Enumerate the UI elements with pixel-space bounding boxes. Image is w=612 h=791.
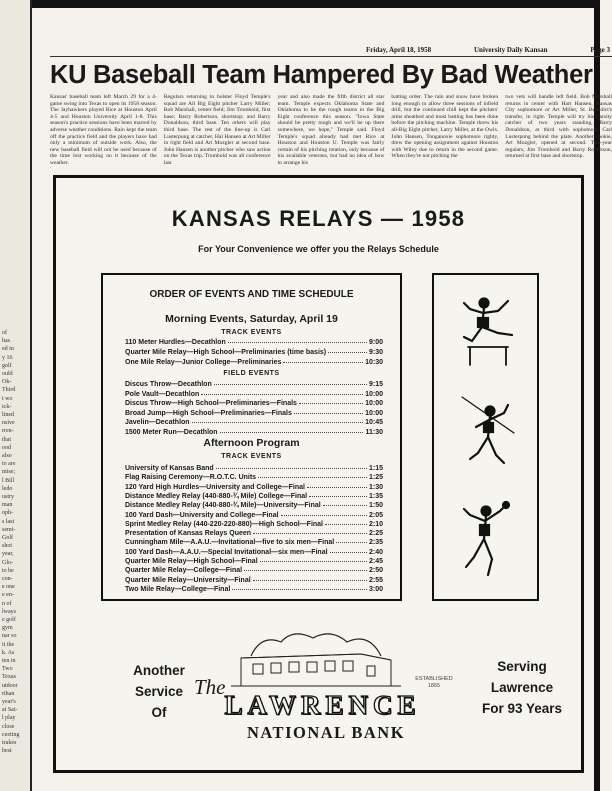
schedule-event-row bbox=[125, 549, 383, 556]
event-name: 120 Yard High Hurdles—University and College—Final bbox=[125, 483, 305, 491]
adjacent-text-fragment: ick- bbox=[2, 403, 12, 410]
adjacent-text-fragment: at Sat- bbox=[2, 707, 18, 714]
adjacent-text-fragment: to are bbox=[2, 461, 16, 468]
dot-leader bbox=[294, 413, 363, 414]
event-name: One Mile Relay—Junior College—Preliminaries bbox=[125, 359, 282, 366]
event-time: 2:50 bbox=[368, 567, 383, 575]
adjacent-text-fragment: lways bbox=[2, 608, 16, 615]
adjacent-text-fragment: golf bbox=[2, 362, 12, 369]
event-time: 2:25 bbox=[368, 530, 383, 538]
event-name: Distance Medley Relay (440-880-¾ Mile) College—Final bbox=[125, 492, 308, 500]
article-column: Kansas' baseball team left March 29 for a 4-game swing into Texas to open its 1958 season. The Jayhawkers played Rice at Houston April 4-5 and Houston University April 1-8. This season's practice sessions have been marred by adverse weather conditions. Rain kept the team off the practice field and the players have had only a minimum of outside work. Also, the new baseball field will not be used because of the time lost working on it because of the weather. bbox=[50, 94, 157, 166]
event-time: 11:30 bbox=[365, 428, 383, 436]
schedule-event-row bbox=[125, 539, 383, 546]
event-time: 1:25 bbox=[368, 474, 383, 482]
schedule-event-row bbox=[125, 400, 383, 407]
dot-leader bbox=[201, 394, 363, 395]
adjacent-text-fragment: e one bbox=[2, 584, 15, 591]
adjacent-text-fragment: l Bill bbox=[2, 477, 15, 484]
event-name: 110 Meter Hurdles—Decathlon bbox=[125, 339, 226, 346]
article-body bbox=[50, 94, 612, 182]
adjacent-text-fragment: t wo bbox=[2, 395, 13, 402]
adjacent-text-fragment: ledo bbox=[2, 485, 13, 492]
dot-leader bbox=[336, 542, 367, 543]
article-column: year and also made the fifth district all star team. Temple expects Oklahoma State and Oklahoma to be the rough teams in the Big Eight conference this season. "Iowa State should be pretty tough and we'll be up there somewhere, we hope," Temple said. Floyd Temple's squad already had met Rice at Houston and Houston U. Temple was fairly certain of his pitching rotation, only because of his available veterans, but had no idea of how to arrange his bbox=[277, 94, 385, 166]
article-column: Regulars returning to bolster Floyd Temple's squad are All Big Eight pitcher Larry Miller; Bob Marshall, center field; Jim Trombold, first base; Barry Robertson, shortstop; and Barry Donaldson, third base. Ten others will play third base. The rest of the line-up is Carl Lusterpung at catcher, Hal Hansen at Art Miller in right field and Art Mozgler at second base. John Hansen is another pitcher who saw action on the Texas trip. Trombold was all conference last bbox=[163, 94, 271, 166]
adjacent-text-fragment: semi- bbox=[2, 526, 16, 533]
adjacent-text-fragment: k. As bbox=[2, 649, 15, 656]
event-name: Flag Raising Ceremony—R.O.T.C. Units bbox=[125, 474, 257, 482]
schedule-event-row bbox=[125, 465, 383, 472]
event-time: 2:40 bbox=[368, 548, 383, 556]
dot-leader bbox=[307, 487, 367, 488]
event-name: University of Kansas Band bbox=[125, 465, 214, 472]
adjacent-text-fragment: e en- bbox=[2, 592, 14, 599]
event-time: 2:05 bbox=[368, 511, 383, 519]
ad-subtitle: For Your Convenience we offer you the Relays Schedule bbox=[198, 244, 439, 254]
hurdler-illustration bbox=[434, 289, 537, 371]
event-time: 10:00 bbox=[365, 390, 383, 398]
relays-advertisement bbox=[53, 175, 584, 773]
adjacent-text-fragment: s last bbox=[2, 518, 15, 525]
dot-leader bbox=[283, 362, 363, 363]
adjacent-text-fragment: nar so bbox=[2, 633, 17, 640]
event-name: Presentation of Kansas Relays Queen bbox=[125, 530, 252, 538]
schedule-event-row bbox=[125, 493, 383, 500]
dot-leader bbox=[232, 589, 367, 590]
schedule-event-row bbox=[125, 429, 383, 436]
publication-name: University Daily Kansan bbox=[474, 46, 548, 54]
adjacent-text-fragment: n of bbox=[2, 600, 12, 607]
adjacent-text-fragment: shot bbox=[2, 543, 13, 550]
schedule-event-row bbox=[125, 349, 383, 356]
ad-title: KANSAS RELAYS — 1958 bbox=[171, 206, 466, 231]
dot-leader bbox=[325, 524, 367, 525]
article-column: batting order. The rain and snow have broken long enough to allow three sessions of infield drill, but the continued chill kept the pitchers' arms sheathed and most batting has been done before the pitching machine. Temple threw his all-Big Eight pitcher, Larry Miller, at the Owls. John Hansen, Tonganoxie sophomore righty, drew the opening assignment against Houston with Wiley due to return in the second game. When they're not pitching the bbox=[391, 94, 499, 160]
bank-name: LAWRENCE bbox=[224, 690, 421, 720]
afternoon-heading: Afternoon Program bbox=[203, 437, 300, 449]
scan-border-top bbox=[30, 0, 600, 8]
adjacent-text-fragment: to be bbox=[2, 567, 14, 574]
event-time: 10:00 bbox=[365, 409, 383, 417]
bank-established-seal: ESTABLISHED 1865 bbox=[415, 676, 453, 689]
adjacent-text-fragment: it the bbox=[2, 641, 15, 648]
adjacent-text-fragment: y 16 bbox=[2, 354, 13, 361]
schedule-box bbox=[101, 273, 402, 601]
adjacent-text-fragment: oph- bbox=[2, 510, 13, 517]
dot-leader bbox=[330, 552, 367, 553]
dot-leader bbox=[323, 505, 367, 506]
adjacent-text-fragment: Ok- bbox=[2, 379, 12, 386]
schedule-event-row bbox=[125, 586, 383, 593]
adjacent-text-fragment: close bbox=[2, 723, 15, 730]
schedule-event-row bbox=[125, 567, 383, 574]
adjacent-text-fragment: nsive bbox=[2, 420, 15, 427]
dot-leader bbox=[220, 432, 364, 433]
adjacent-text-fragment: has bbox=[2, 338, 10, 345]
page-number: Page 3 bbox=[590, 46, 610, 54]
event-name: Quarter Mile Relay—High School—Final bbox=[125, 558, 258, 565]
event-time: 10:00 bbox=[365, 400, 383, 407]
event-name: 1500 Meter Run—Decathlon bbox=[125, 428, 218, 436]
adjacent-text-fragment: utdoor bbox=[2, 682, 18, 689]
adjacent-text-fragment: ould bbox=[2, 371, 13, 377]
dot-leader bbox=[214, 384, 367, 385]
event-name: Broad Jump—High School—Preliminaries—Finals bbox=[125, 409, 292, 417]
morning-track-label: TRACK EVENTS bbox=[221, 329, 282, 336]
issue-date: Friday, April 18, 1958 bbox=[366, 46, 432, 54]
schedule-event-row bbox=[125, 474, 383, 481]
page-header bbox=[366, 46, 610, 54]
adjacent-text-fragment: ceeting bbox=[2, 731, 20, 738]
schedule-event-row bbox=[125, 577, 383, 584]
schedule-event-row bbox=[125, 530, 383, 537]
event-name: Discus Throw—Decathlon bbox=[125, 381, 212, 388]
schedule-event-row bbox=[125, 558, 383, 565]
dot-leader bbox=[192, 422, 364, 423]
dot-leader bbox=[281, 515, 367, 516]
event-time: 9:00 bbox=[368, 339, 383, 346]
dot-leader bbox=[216, 468, 367, 469]
schedule-event-row bbox=[125, 359, 383, 366]
shot-putter-illustration bbox=[434, 497, 537, 589]
header-rule bbox=[50, 56, 612, 57]
event-name: Pole Vault—Decathlon bbox=[125, 390, 200, 398]
adjacent-text-fragment: con- bbox=[2, 576, 13, 582]
schedule-event-row bbox=[125, 419, 383, 426]
event-time: 1:30 bbox=[368, 483, 383, 491]
adjacent-text-fragment: trakes bbox=[2, 740, 17, 746]
event-name: Cunningham Mile—A.A.U.—Invitational—five to six men—Final bbox=[125, 539, 335, 547]
schedule-event-row bbox=[125, 512, 383, 519]
event-time: 1:50 bbox=[368, 502, 383, 510]
adjacent-text-fragment: best bbox=[2, 748, 12, 755]
event-time: 2:10 bbox=[368, 520, 383, 528]
event-name: Quarter Mile Relay—College—Final bbox=[125, 567, 243, 575]
schedule-event-row bbox=[125, 381, 383, 388]
adjacent-text-fragment: ten in bbox=[2, 658, 16, 664]
event-name: 100 Yard Dash—University and College—Final bbox=[125, 511, 279, 519]
athlete-illustrations bbox=[432, 273, 539, 601]
event-name: Javelin—Decathlon bbox=[125, 419, 190, 426]
adjacent-text-fragment: gym bbox=[2, 625, 13, 632]
event-time: 9:15 bbox=[368, 381, 383, 388]
adjacent-text-fragment: year's bbox=[2, 699, 16, 705]
adjacent-text-fragment: Golf bbox=[2, 535, 13, 541]
event-time: 9:30 bbox=[368, 349, 383, 356]
schedule-event-row bbox=[125, 339, 383, 346]
schedule-event-row bbox=[125, 410, 383, 417]
dot-leader bbox=[258, 477, 367, 478]
event-name: Quarter Mile Relay—High School—Preliminaries (time basis) bbox=[125, 349, 327, 356]
adjacent-text-fragment: man bbox=[2, 502, 13, 509]
adjacent-text-fragment: ed in bbox=[2, 346, 14, 353]
javelin-thrower-illustration bbox=[434, 387, 537, 477]
adjacent-text-fragment: year, bbox=[2, 551, 14, 558]
event-time: 2:35 bbox=[368, 539, 383, 547]
event-name: Quarter Mile Relay—University—Final bbox=[125, 576, 251, 584]
event-name: 100 Yard Dash—A.A.U.—Special Invitational—six men—Final bbox=[125, 548, 328, 556]
adjacent-text-fragment: mise; bbox=[2, 469, 15, 476]
schedule-event-row bbox=[125, 484, 383, 491]
event-time: 2:55 bbox=[368, 576, 383, 584]
dot-leader bbox=[253, 533, 367, 534]
adjacent-text-fragment: e golf bbox=[2, 617, 16, 623]
dot-leader bbox=[253, 580, 367, 581]
event-time: 1:15 bbox=[368, 465, 383, 472]
adjacent-text-fragment: rren- bbox=[2, 428, 14, 435]
afternoon-track-label: TRACK EVENTS bbox=[221, 453, 282, 460]
event-name: Distance Medley Relay (440-880-¾ Mile)—University—Final bbox=[125, 502, 321, 510]
adjacent-text-fragment: ustry bbox=[2, 494, 14, 500]
bank-building-illustration bbox=[231, 626, 401, 688]
adjacent-text-fragment: ood bbox=[2, 444, 11, 451]
adjacent-text-fragment: that bbox=[2, 436, 11, 443]
schedule-title: ORDER OF EVENTS AND TIME SCHEDULE bbox=[149, 289, 354, 300]
adjacent-text-fragment: of bbox=[2, 330, 7, 336]
adjacent-text-fragment: lined bbox=[2, 412, 14, 418]
event-time: 10:30 bbox=[365, 359, 383, 366]
schedule-event-row bbox=[125, 521, 383, 528]
event-name: Discus Throw—High School—Preliminaries—Finals bbox=[125, 400, 297, 407]
adjacent-text-fragment: l play bbox=[2, 715, 16, 722]
bank-subname: NATIONAL BANK bbox=[246, 723, 406, 742]
bank-tagline-right: Serving Lawrence For 93 Years bbox=[481, 659, 563, 716]
morning-field-label: FIELD EVENTS bbox=[223, 370, 280, 377]
schedule-event-row bbox=[125, 502, 383, 509]
dot-leader bbox=[260, 561, 367, 562]
bank-name-article: The bbox=[194, 675, 226, 699]
dot-leader bbox=[299, 403, 363, 404]
event-name: Two Mile Relay—College—Final bbox=[125, 585, 231, 593]
event-time: 2:45 bbox=[368, 558, 383, 565]
dot-leader bbox=[328, 352, 367, 353]
article-column: two vets will handle left field. Bob Marshall returns in center with Hart Hansen, Kansas City sophomore or Art Miller, St. Benedict's transfer, in right. Temple will try his varsity catcher of two years standing, Barry Donaldson, at third with sophomore Carl Lusterpung behind the plate. Another rookie, Art Mozgler, opened at second. Two-year regulars, Jim Trombold and Barry Robertson, returned at first base and shortstop. bbox=[505, 94, 612, 160]
adjacent-page-fragment bbox=[0, 0, 32, 791]
adjacent-text-fragment: also bbox=[2, 453, 12, 459]
adjacent-text-fragment: rthan bbox=[2, 690, 15, 697]
event-name: Sprint Medley Relay (440-220-220-880)—High School—Final bbox=[125, 520, 324, 528]
event-time: 1:35 bbox=[368, 492, 383, 500]
adjacent-text-fragment: Texas bbox=[2, 674, 16, 681]
dot-leader bbox=[228, 342, 367, 343]
adjacent-text-fragment: Third bbox=[2, 387, 16, 394]
bank-tagline-left: Another Service Of bbox=[133, 663, 185, 720]
dot-leader bbox=[244, 570, 367, 571]
morning-heading: Morning Events, Saturday, April 19 bbox=[165, 313, 338, 325]
dot-leader bbox=[309, 496, 367, 497]
event-time: 10:45 bbox=[365, 419, 383, 426]
adjacent-text-fragment: Two bbox=[2, 666, 13, 673]
schedule-event-row bbox=[125, 391, 383, 398]
adjacent-text-fragment: Glo- bbox=[2, 559, 13, 566]
article-headline: KU Baseball Team Hampered By Bad Weather bbox=[50, 61, 593, 89]
event-time: 3:00 bbox=[368, 585, 383, 593]
